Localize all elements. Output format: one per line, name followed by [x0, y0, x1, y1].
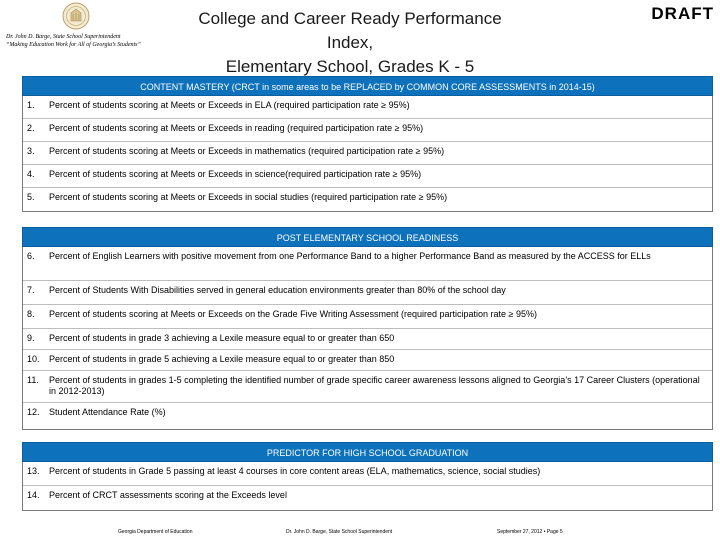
list-item [23, 247, 712, 281]
section-content-mastery [22, 76, 713, 212]
item-text: Percent of students scoring at Meets or Exceeds in reading (required participation rate ≥ 95%) [49, 123, 424, 133]
draft-label: DRAFT [651, 4, 714, 23]
item-text: Percent of students in grade 5 achieving a Lexile measure equal to or greater than 850 [49, 354, 395, 364]
section-heading: CONTENT MASTERY (CRCT in some areas to be REPLACED by COMMON CORE ASSESSMENTS in 2014-15) [22, 76, 713, 96]
superintendent-line: Dr. John D. Barge, State School Superintendent [6, 34, 121, 40]
item-number: 1. [27, 100, 35, 110]
list-item [23, 462, 712, 486]
item-number: 9. [27, 333, 35, 343]
title-line-1: College and Career Ready Performance Index, [198, 9, 502, 52]
list-item [23, 188, 712, 211]
item-text: Student Attendance Rate (%) [49, 407, 166, 417]
motto-line: “Making Education Work for All of Georgia’s Students” [6, 42, 141, 48]
item-number: 13. [27, 466, 40, 476]
item-text: Percent of students in grades 1-5 completing the identified number of grade specific career awareness lessons aligned to Georgia’s 17 Career Clusters (operational in 2012-2013) [49, 375, 700, 396]
section-heading: POST ELEMENTARY SCHOOL READINESS [22, 227, 713, 247]
list-item [23, 403, 712, 429]
section-hs-graduation-predictor [22, 442, 713, 511]
item-number: 8. [27, 309, 35, 319]
list-item [23, 142, 712, 165]
list-item [23, 371, 712, 403]
footer-right: September 27, 2012 • Page 5 [497, 529, 563, 535]
list-item [23, 165, 712, 188]
list-item [23, 486, 712, 510]
item-number: 2. [27, 123, 35, 133]
page-footer [0, 527, 720, 539]
page-title [190, 7, 510, 79]
item-text: Percent of students in Grade 5 passing at least 4 courses in core content areas (ELA, mathematics, science, social studies) [49, 466, 541, 476]
footer-center: Dr. John D. Barge, State School Superintendent [286, 529, 393, 535]
item-number: 6. [27, 251, 35, 261]
item-text: Percent of students scoring at Meets or Exceeds in science(required participation rate ≥ 95%) [49, 169, 422, 179]
section-list [22, 247, 713, 430]
item-number: 12. [27, 407, 40, 417]
section-list [22, 96, 713, 212]
item-text: Percent of English Learners with positive movement from one Performance Band to a higher Performance Band as measured by the ACCESS for ELLs [49, 251, 651, 261]
item-text: Percent of students scoring at Meets or Exceeds in social studies (required participation rate ≥ 95%) [49, 192, 448, 202]
list-item [23, 350, 712, 371]
footer-left: Georgia Department of Education [118, 529, 193, 535]
item-text: Percent of students in grade 3 achieving a Lexile measure equal to or greater than 650 [49, 333, 395, 343]
item-number: 10. [27, 354, 40, 364]
section-heading: PREDICTOR FOR HIGH SCHOOL GRADUATION [22, 442, 713, 462]
item-number: 3. [27, 146, 35, 156]
list-item [23, 281, 712, 305]
list-item [23, 119, 712, 142]
item-text: Percent of students scoring at Meets or Exceeds in mathematics (required participation rate ≥ 95%) [49, 146, 445, 156]
item-number: 7. [27, 285, 35, 295]
item-number: 4. [27, 169, 35, 179]
georgia-seal-icon [62, 2, 90, 30]
list-item [23, 305, 712, 329]
item-text: Percent of CRCT assessments scoring at the Exceeds level [49, 490, 287, 500]
item-number: 5. [27, 192, 35, 202]
list-item [23, 329, 712, 350]
item-text: Percent of students scoring at Meets or Exceeds on the Grade Five Writing Assessment (required participation rate ≥ 95%) [49, 309, 538, 319]
item-number: 14. [27, 490, 40, 500]
item-text: Percent of students scoring at Meets or Exceeds in ELA (required participation rate ≥ 95%) [49, 100, 410, 110]
title-line-2: Elementary School, Grades K - 5 [225, 57, 475, 76]
item-text: Percent of Students With Disabilities served in general education environments greater than 80% of the school day [49, 285, 506, 295]
item-number: 11. [27, 375, 39, 385]
section-post-elementary-readiness [22, 227, 713, 430]
section-list [22, 462, 713, 511]
list-item [23, 96, 712, 119]
page-header [0, 0, 720, 76]
